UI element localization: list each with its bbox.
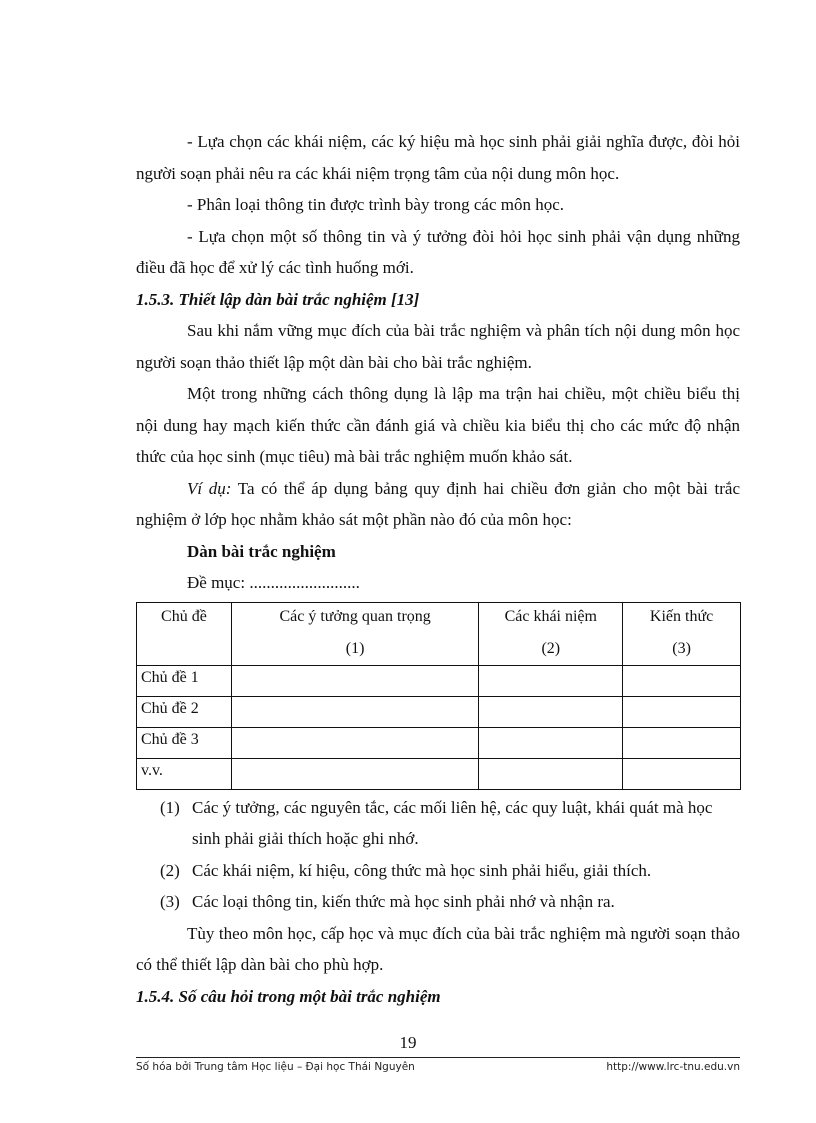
table-header-cell: Các khái niệm (2) [479, 602, 623, 665]
footer-divider [136, 1057, 740, 1058]
table-cell [479, 758, 623, 789]
table-header-cell: Kiến thức (3) [623, 602, 741, 665]
note-text: Các ý tưởng, các nguyên tắc, các mối liên hệ, các quy luật, khái quát mà học [192, 797, 713, 817]
footer-url: http://www.lrc-tnu.edu.vn [606, 1061, 740, 1073]
table-cell [231, 696, 479, 727]
table-row [137, 727, 741, 758]
table-cell [623, 727, 741, 758]
example-paragraph [136, 473, 740, 536]
paragraph: Một trong những cách thông dụng là lập ma trận hai chiều, một chiều biểu thị nội dung hay mạch kiến thức cần đánh giá và chiều kia biểu thị cho các mức độ nhận thức của học sinh (mục tiêu) mà bài trắc nghiệm muốn khảo sát. [136, 384, 740, 466]
table-cell [623, 696, 741, 727]
table-row [137, 758, 741, 789]
table-cell [231, 665, 479, 696]
table-note [136, 792, 740, 824]
table-row [137, 665, 741, 696]
table-cell: Chủ đề 3 [137, 727, 232, 758]
note-number: (2) [160, 860, 180, 880]
page-content [136, 126, 740, 1012]
table-note [136, 886, 740, 918]
table-note [136, 855, 740, 887]
table-header-cell: Các ý tưởng quan trọng (1) [231, 602, 479, 665]
table-cell [479, 727, 623, 758]
table-title: Dàn bài trắc nghiệm [187, 541, 336, 561]
table-header-row [137, 602, 741, 665]
table-cell [231, 727, 479, 758]
table-cell: v.v. [137, 758, 232, 789]
note-text: sinh phải giải thích hoặc ghi nhớ. [192, 829, 419, 848]
section-heading: 1.5.4. Số câu hỏi trong một bài trắc nghiệm [136, 986, 441, 1006]
paragraph: Sau khi nắm vững mục đích của bài trắc nghiệm và phân tích nội dung môn học người soạn thảo thiết lập một dàn bài cho bài trắc nghiệm. [136, 321, 740, 372]
paragraph: Tùy theo môn học, cấp học và mục đích của bài trắc nghiệm mà người soạn thảo có thể thiết lập dàn bài cho phù hợp. [136, 923, 740, 974]
note-number: (3) [160, 892, 180, 911]
paragraph: - Lựa chọn một số thông tin và ý tưởng đòi hỏi học sinh phải vận dụng những điều đã học để xử lý các tình huống mới. [136, 226, 740, 277]
paragraph: - Phân loại thông tin được trình bày trong các môn học. [187, 195, 565, 214]
section-heading: 1.5.3. Thiết lập dàn bài trắc nghiệm [13] [136, 289, 420, 309]
note-text: Các khái niệm, kí hiệu, công thức mà học sinh phải hiểu, giải thích. [192, 860, 652, 880]
page-number: 19 [399, 1033, 417, 1052]
note-number: (1) [160, 797, 180, 817]
table-cell [479, 665, 623, 696]
table-header-cell: Chủ đề [137, 602, 232, 665]
page-footer [136, 1061, 740, 1073]
table-cell [231, 758, 479, 789]
note-text: Các loại thông tin, kiến thức mà học sinh phải nhớ và nhận ra. [192, 892, 615, 911]
table-cell [623, 758, 741, 789]
table-cell [623, 665, 741, 696]
table-cell: Chủ đề 2 [137, 696, 232, 727]
test-blueprint-table [136, 602, 741, 790]
table-note-continuation [136, 823, 740, 855]
table-cell [479, 696, 623, 727]
topic-line: Đề mục: .......................... [187, 573, 360, 592]
example-text: Ta có thể áp dụng bảng quy định hai chiều đơn giản cho một bài trắc nghiệm ở lớp học nhằm khảo sát một phần nào đó của môn học: [136, 478, 740, 529]
example-label: Ví dụ: [187, 478, 232, 498]
table-cell: Chủ đề 1 [137, 665, 232, 696]
paragraph: - Lựa chọn các khái niệm, các ký hiệu mà học sinh phải giải nghĩa được, đòi hỏi người soạn phải nêu ra các khái niệm trọng tâm của nội dung môn học. [136, 132, 740, 183]
table-row [137, 696, 741, 727]
footer-source: Số hóa bởi Trung tâm Học liệu – Đại học Thái Nguyên [136, 1061, 415, 1073]
